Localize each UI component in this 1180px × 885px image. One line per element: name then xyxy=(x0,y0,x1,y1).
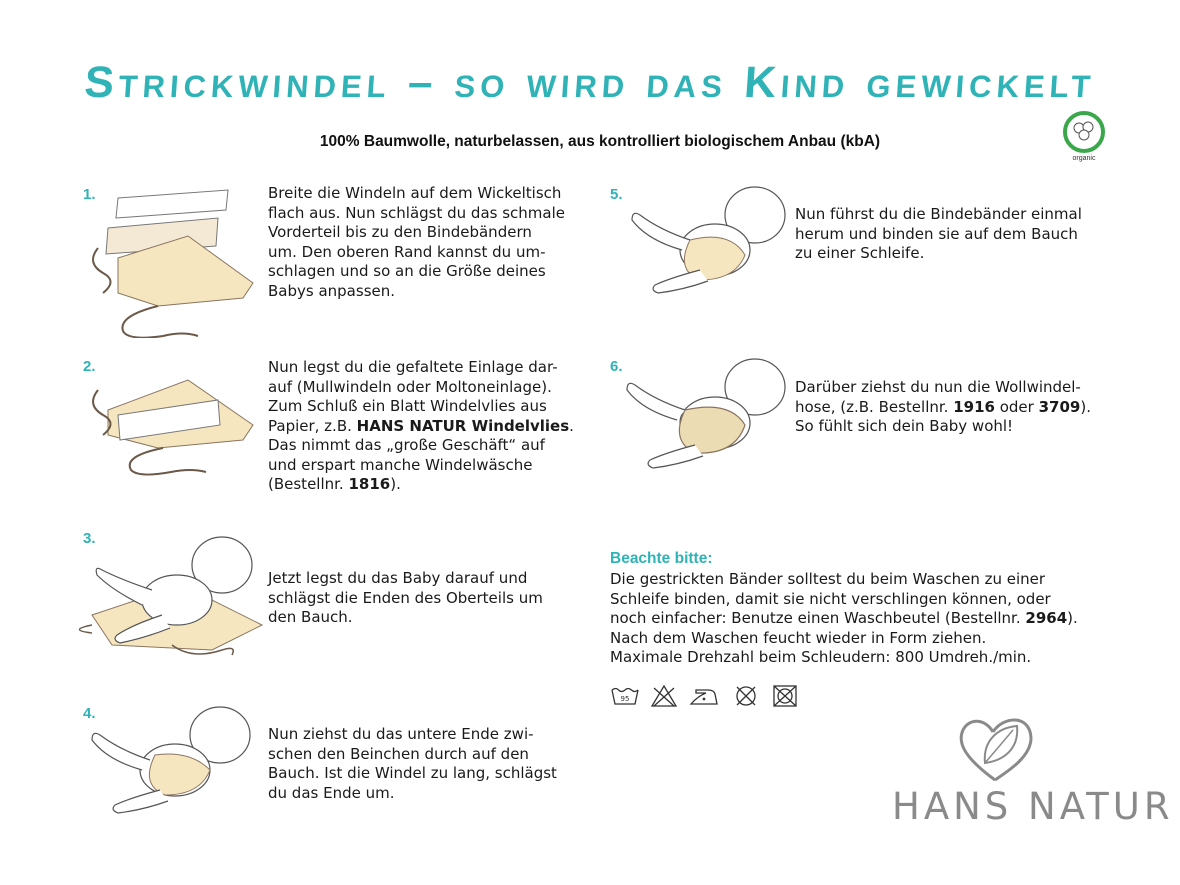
step-5-number: 5. xyxy=(610,186,623,203)
page-subtitle: 100% Baumwolle, naturbelassen, aus kontrolliert biologischem Anbau (kbA) xyxy=(319,133,881,150)
step-4-text: Nun ziehst du das untere Ende zwi- schen den Beinchen durch auf den Bauch. Ist die Windel zu lang, schlägst du das Ende um. xyxy=(268,725,557,802)
step-4-number: 4. xyxy=(83,705,96,722)
step-2-number: 2. xyxy=(83,358,96,375)
wash-95-icon xyxy=(610,684,640,708)
step-3-number: 3. xyxy=(83,530,96,547)
order-number: 1916 xyxy=(953,397,995,416)
step-6-illustration xyxy=(620,355,790,470)
order-number: 2964 xyxy=(1025,609,1068,627)
step-6-text: Darüber ziehst du nun die Wollwindel- hose, (z.B. Bestellnr. 1916 oder 3709). So fühlt sich dein Baby wohl! xyxy=(795,378,1091,435)
organic-badge xyxy=(1062,110,1106,164)
step-4-illustration xyxy=(80,700,260,820)
step-3-illustration xyxy=(72,530,272,665)
heart-leaf-icon xyxy=(955,708,1035,788)
brand-logo-text: HANS NATUR xyxy=(892,785,1174,828)
step-2-text: Nun legst du die gefaltete Einlage dar- auf (Mullwindeln oder Moltoneinlage). Zum Schluß ein Blatt Windelvlies aus Papier, z.B. HANS NATUR Windelvlies. Das nimmt das „große Geschäft“ auf und erspart manche Windelwäsche (Bestellnr. 1816). xyxy=(268,358,574,493)
step-2-illustration xyxy=(78,370,258,480)
order-number: 1816 xyxy=(348,475,391,493)
note-text: Die gestrickten Bänder solltest du beim Waschen zu einer Schleife binden, damit sie nicht verschlingen können, oder noch einfacher: Benutze einen Waschbeutel (Bestellnr. 2964). Nach dem Waschen feucht wieder in Form ziehen. Maximale Drehzahl beim Schleudern: 800 Umdreh./min. xyxy=(610,570,1078,666)
step-3-text: Jetzt legst du das Baby darauf und schlägst die Enden des Oberteils um den Bauch. xyxy=(268,569,543,626)
iron-icon xyxy=(688,684,720,708)
step-1-illustration xyxy=(78,188,258,338)
note-heading: Beachte bitte: xyxy=(610,550,713,567)
step-1-text: Breite die Windeln auf dem Wickeltisch flach aus. Nun schlägst du das schmale Vorderteil bis zu den Bindebändern um. Den oberen Rand kannst du um- schlagen und so an die Größe deines Babys anpassen. xyxy=(268,184,565,300)
page-title: Strickwindel – so wird das Kind gewickelt xyxy=(82,58,1098,107)
step-1-number: 1. xyxy=(83,186,96,203)
product-name: HANS NATUR Windelvlies xyxy=(356,416,570,435)
order-number: 3709 xyxy=(1038,397,1081,416)
organic-label: organic xyxy=(1072,155,1096,162)
no-dry-clean-icon xyxy=(772,684,798,708)
step-5-text: Nun führst du die Bindebänder einmal herum und binden sie auf dem Bauch zu einer Schleife. xyxy=(795,205,1082,262)
no-tumble-dry-icon xyxy=(733,684,759,708)
svg-text:95: 95 xyxy=(620,695,630,703)
step-6-number: 6. xyxy=(610,358,623,375)
no-bleach-icon xyxy=(650,684,678,708)
step-5-illustration xyxy=(620,185,790,295)
